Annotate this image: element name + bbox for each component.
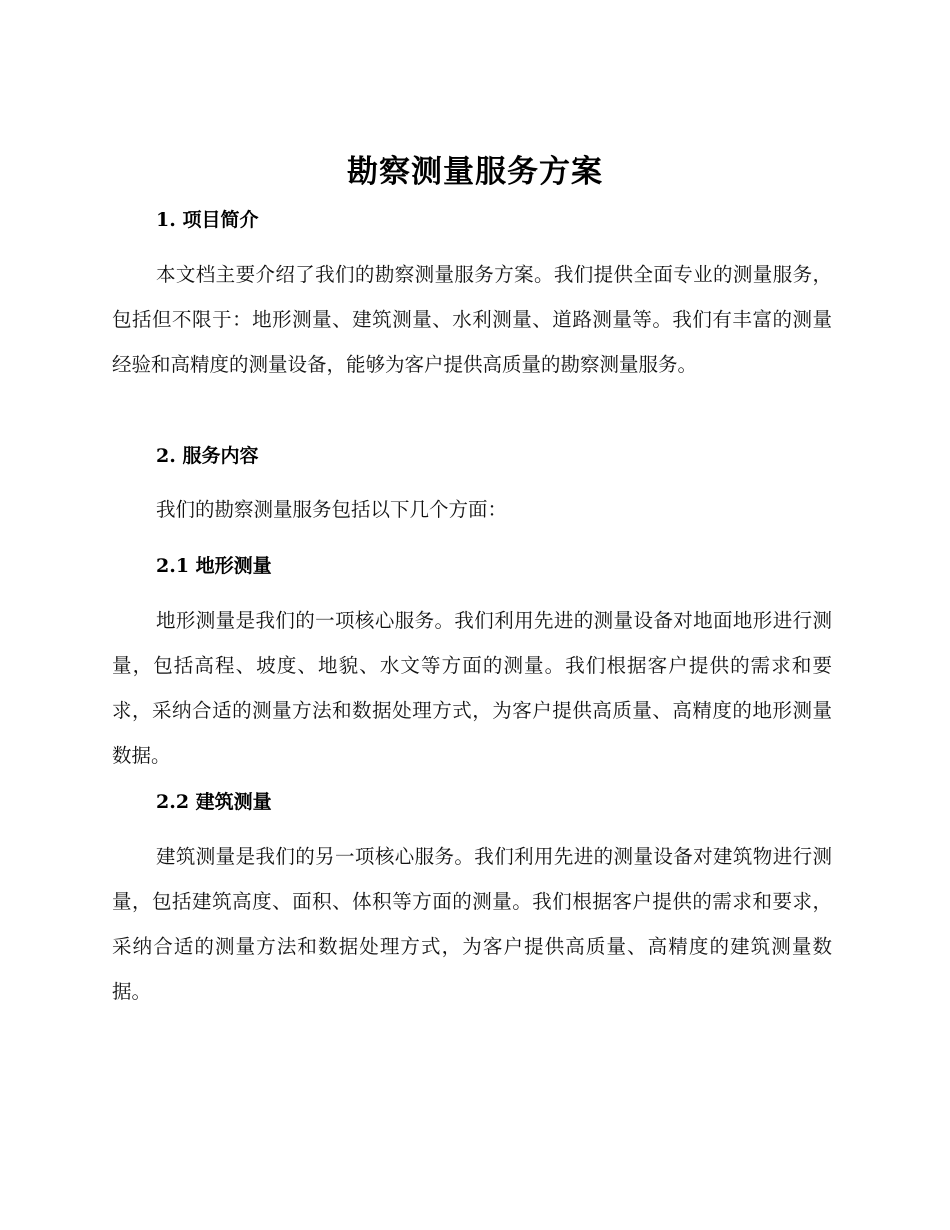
section-paragraph-intro: 本文档主要介绍了我们的勘察测量服务方案。我们提供全面专业的测量服务，包括但不限于：地形测量、建筑测量、水利测量、道路测量等。我们有丰富的测量经验和高精度的测量设备，能够为客户提供高质量的勘察测量服务。 [112, 263, 832, 376]
section-heading-intro: 1. 项目简介 [156, 209, 259, 231]
section-paragraph-terrain: 地形测量是我们的一项核心服务。我们利用先进的测量设备对地面地形进行测量，包括高程、坡度、地貌、水文等方面的测量。我们根据客户提供的需求和要求，采纳合适的测量方法和数据处理方式，为客户提供高质量、高精度的地形测量数据。 [112, 609, 832, 767]
section-paragraph-building: 建筑测量是我们的另一项核心服务。我们利用先进的测量设备对建筑物进行测量，包括建筑高度、面积、体积等方面的测量。我们根据客户提供的需求和要求，采纳合适的测量方法和数据处理方式，为客户提供高质量、高精度的建筑测量数据。 [112, 845, 832, 1003]
page-title: 勘察测量服务方案 [347, 154, 603, 190]
section-heading-terrain: 2.1 地形测量 [156, 555, 272, 577]
section-paragraph-services: 我们的勘察测量服务包括以下几个方面： [156, 498, 508, 521]
section-heading-building: 2.2 建筑测量 [156, 791, 272, 813]
section-heading-services: 2. 服务内容 [156, 445, 259, 467]
